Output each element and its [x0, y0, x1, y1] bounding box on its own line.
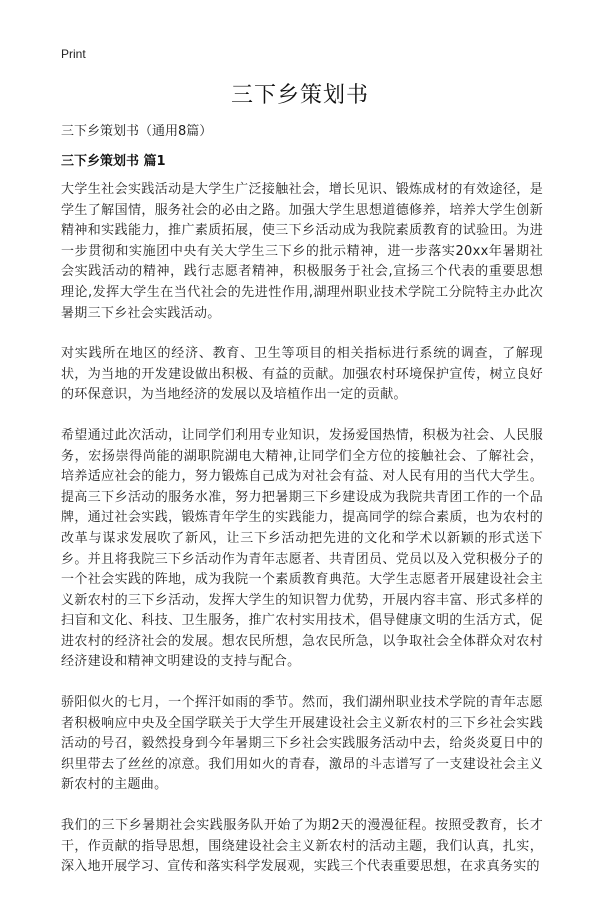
- section-heading: 三下乡策划书 篇1: [61, 154, 166, 169]
- document-subtitle: 三下乡策划书（通用8篇）: [61, 124, 213, 139]
- print-link[interactable]: Print: [61, 47, 86, 61]
- document-body: [61, 180, 543, 898]
- paragraph-1: 大学生社会实践活动是大学生广泛接触社会，增长见识、锻炼成材的有效途径，是学生了解国情，服务社会的必由之路。加强大学生思想道德修养，培养大学生创新精神和实践能力，推广素质拓展，使三下乡活动成为我院素质教育的试验田。为进一步贯彻和实施团中央有关大学生三下乡的批示精神，进一步落实20xx年暑期社会实践活动的精神，践行志愿者精神，积极服务于社会,宣扬三个代表的重要思想理论,发挥大学生在当代社会的先进性作用,湖理州职业技术学院工分院特主办此次暑期三下乡社会实践活动。: [61, 182, 543, 321]
- page-title: 三下乡策划书: [230, 83, 369, 108]
- paragraph-4: 骄阳似火的七月，一个挥汗如雨的季节。然而，我们湖州职业技术学院的青年志愿者积极响应中央及全国学联关于大学生开展建设社会主义新农村的三下乡社会实践活动的号召，毅然投身到今年暑期三下乡社会实践服务活动中去，给炎炎夏日中的织里带去了丝丝的凉意。我们用如火的青春，激昂的斗志谱写了一支建设社会主义新农村的主题曲。: [61, 695, 543, 793]
- paragraph-3: 希望通过此次活动，让同学们利用专业知识，发扬爱国热情，积极为社会、人民服务，宏扬崇得尚能的湖职院湖电大精神,让同学们全方位的接触社会、了解社会，培养适应社会的能力，努力锻炼自己成为对社会有益、对人民有用的当代大学生。提高三下乡活动的服务水准，努力把暑期三下乡建设成为我院共青团工作的一个品牌，通过社会实践，锻炼青年学生的实践能力，提高同学的综合素质，也为农村的改革与谋求发展吹了新风，让三下乡活动把先进的文化和学术以新颖的形式送下乡。并且将我院三下乡活动作为青年志愿者、共青团员、党员以及入党积极分子的一个社会实践的阵地，成为我院一个素质教育典范。大学生志愿者开展建设社会主义新农村的三下乡活动，发挥大学生的知识智力优势，开展内容丰富、形式多样的扫盲和文化、科技、卫生服务，推广农村实用技术，倡导健康文明的生活方式，促进农村的经济社会的发展。想农民所想，急农民所急，以争取社会全体群众对农村经济建设和精神文明建设的支持与配合。: [61, 427, 543, 670]
- paragraph-2: 对实践所在地区的经济、教育、卫生等项目的相关指标进行系统的调查，了解现状，为当地的开发建设做出积极、有益的贡献。加强农村环境保护宣传，树立良好的环保意识，为当地经济的发展以及培植作出一定的贡献。: [61, 346, 543, 403]
- paragraph-5: 我们的三下乡暑期社会实践服务队开始了为期2天的漫漫征程。按照受教育，长才干，作贡献的指导思想，围绕建设社会主义新农村的活动主题，我们认真，扎实，深入地开展学习、宣传和落实科学发展观，实践三个代表重要思想，在求真务实的: [61, 818, 543, 875]
